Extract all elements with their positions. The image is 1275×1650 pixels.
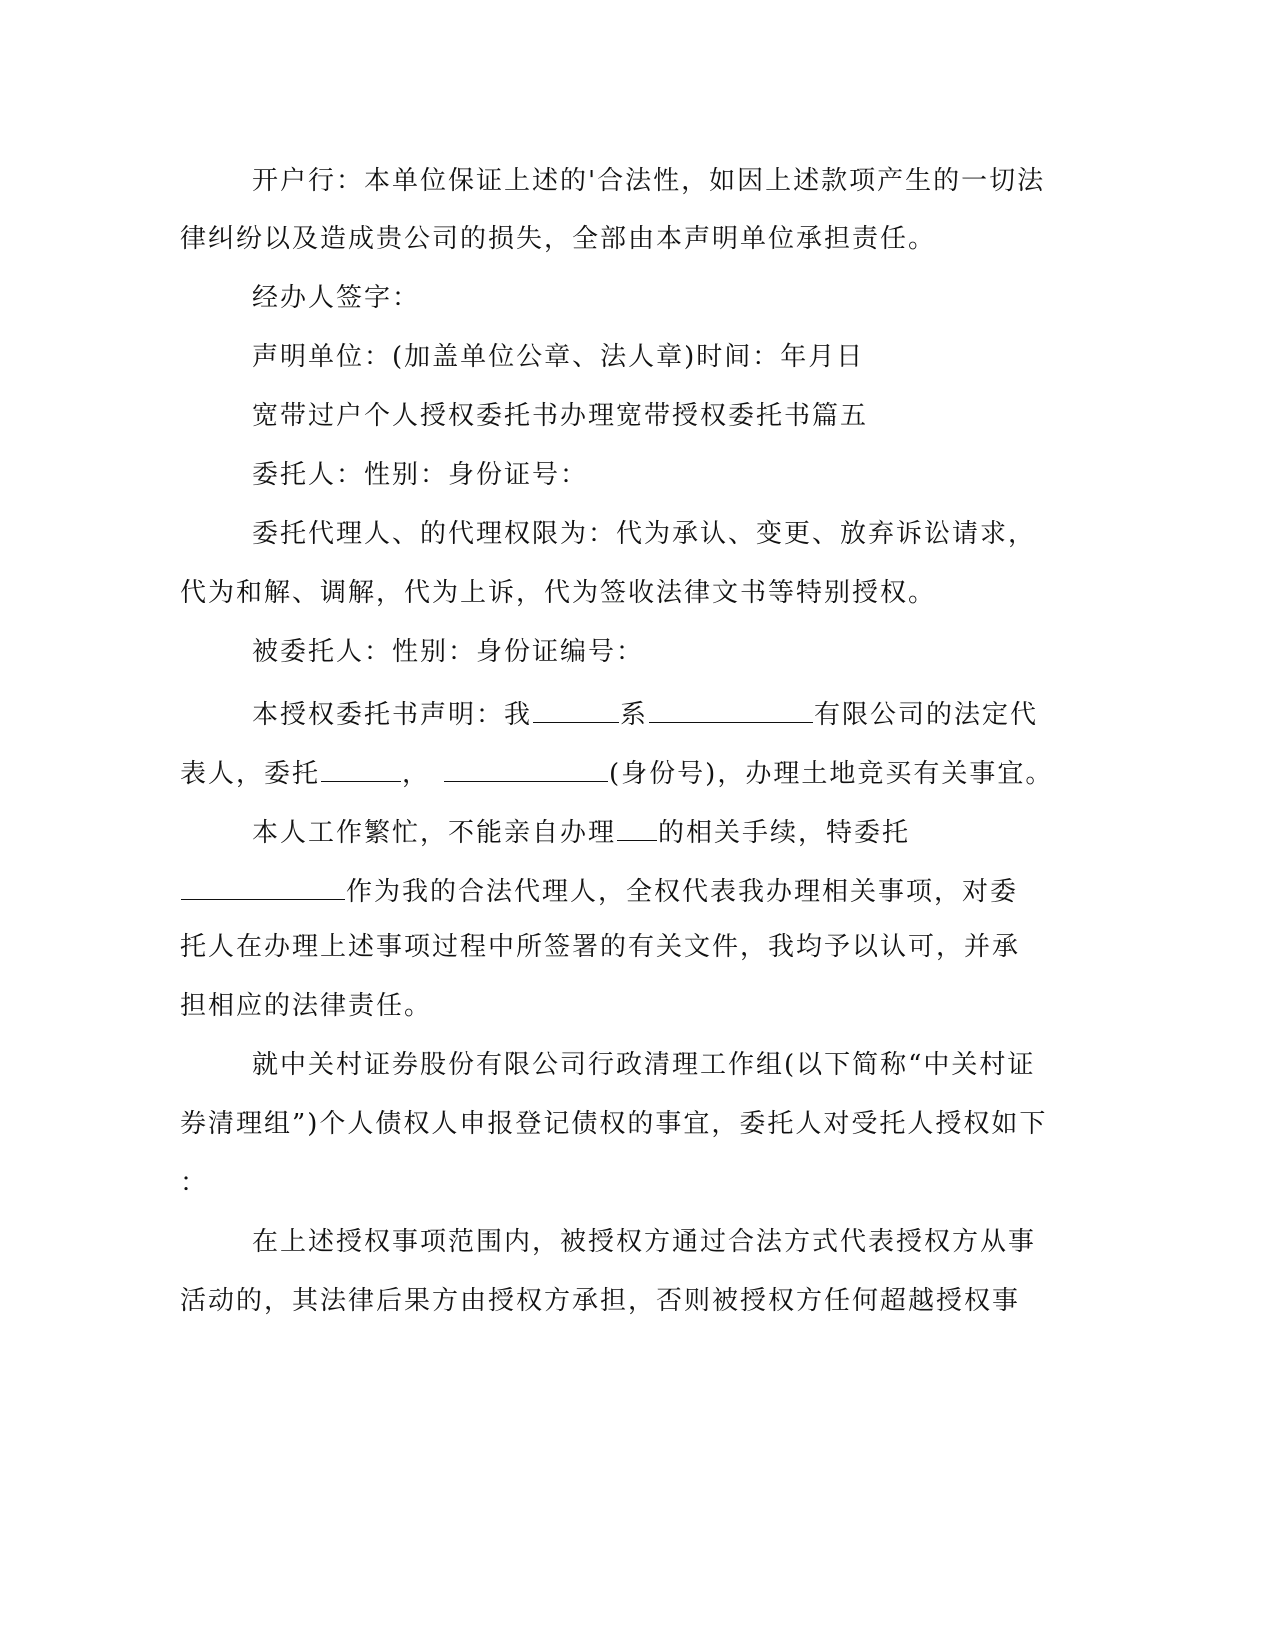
statement-text: (身份号)，办理土地竞买有关事宜。 [609,759,1054,789]
fill-in-blank[interactable] [444,753,608,782]
paragraph-line [180,871,1018,909]
paragraph-line: 托人在办理上述事项过程中所签署的有关文件，我均予以认可，并承 [180,932,1021,962]
paragraph-line: 开户行：本单位保证上述的'合法性，如因上述款项产生的一切法 [252,166,1046,196]
statement-text: 有限公司的法定代 [814,700,1039,730]
statement-line [252,694,1038,732]
paragraph-line: 声明单位：(加盖单位公章、法人章)时间：年月日 [252,342,865,372]
paragraph-line [252,812,910,850]
statement-text: 系 [620,700,649,730]
paragraph-line: 在上述授权事项范围内，被授权方通过合法方式代表授权方从事 [252,1227,1037,1257]
statement-text: 本授权委托书声明：我 [252,700,533,730]
paragraph-text: 作为我的合法代理人，全权代表我办理相关事项，对委 [346,877,1019,907]
paragraph-line: 就中关村证券股份有限公司行政清理工作组(以下简称“中关村证 [252,1050,1036,1080]
paragraph-line: 代为和解、调解，代为上诉，代为签收法律文书等特别授权。 [180,578,937,608]
paragraph-text: 本人工作繁忙，不能亲自办理 [252,818,617,848]
fill-in-blank[interactable] [533,694,619,723]
paragraph-line: 担相应的法律责任。 [180,991,433,1021]
paragraph-line: 委托人：性别：身份证号： [252,460,589,490]
paragraph-line: 活动的，其法律后果方由授权方承担，否则被授权方任何超越授权事 [180,1286,1021,1316]
paragraph-text: 的相关手续，特委托 [658,818,911,848]
paragraph-line: 律纠纷以及造成贵公司的损失，全部由本声明单位承担责任。 [180,224,937,254]
statement-text: ， [402,759,431,789]
fill-in-blank[interactable] [321,753,401,782]
section-heading: 宽带过户个人授权委托书办理宽带授权委托书篇五 [252,401,869,431]
paragraph-line: 被委托人：性别：身份证编号： [252,637,645,667]
statement-text: 表人，委托 [180,759,321,789]
statement-line [180,753,1053,791]
fill-in-blank[interactable] [649,694,813,723]
paragraph-line: 经办人签字： [252,283,421,313]
paragraph-line: ： [180,1168,209,1198]
paragraph-line: 券清理组”)个人债权人申报登记债权的事宜，委托人对受托人授权如下 [180,1109,1048,1139]
paragraph-line: 委托代理人、的代理权限为：代为承认、变更、放弃诉讼请求， [252,519,1037,549]
fill-in-blank[interactable] [617,812,657,841]
fill-in-blank[interactable] [181,871,345,900]
